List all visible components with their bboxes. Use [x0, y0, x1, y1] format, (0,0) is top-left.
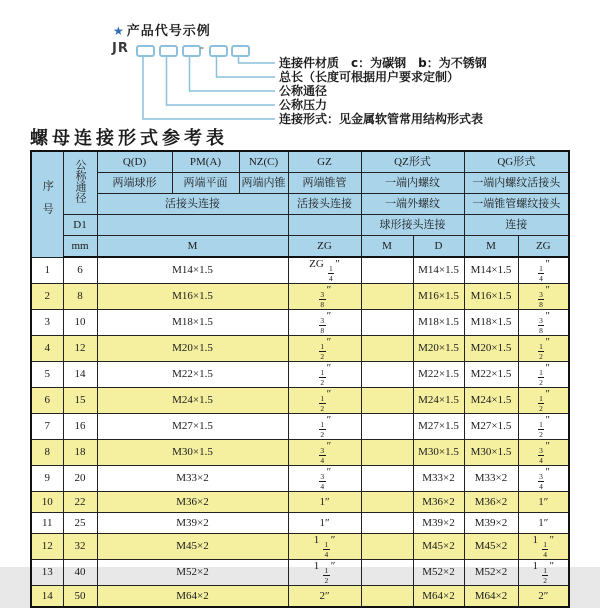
table-row: [31, 284, 569, 310]
table-row: [31, 310, 569, 336]
header-row-5: [31, 236, 569, 258]
header-qz-unit-d: D: [413, 236, 464, 258]
cell-qzm: [361, 534, 413, 560]
cell-dn: 40: [63, 560, 97, 586]
header-qg-unit-m: M: [464, 236, 518, 258]
cell-gz: ZG $\frac{1}{4}$ ″: [288, 257, 361, 284]
table-row: [31, 513, 569, 534]
header-qg-conn: 连接: [464, 215, 569, 236]
cell-dn: 6: [63, 257, 97, 284]
cell-dn: 18: [63, 440, 97, 466]
table-row: [31, 466, 569, 492]
cell-qgm: M18×1.5: [464, 310, 518, 336]
cell-qgm: M45×2: [464, 534, 518, 560]
cell-qgzg: $\frac{3}{4}$ ″: [518, 440, 569, 466]
table-body: [31, 257, 569, 607]
cell-qzm: [361, 466, 413, 492]
empty-cell: [97, 215, 288, 236]
header-qg-taper: 一端锥管螺纹接头: [464, 194, 569, 215]
cell-no: 3: [31, 310, 63, 336]
cell-qgzg: $\frac{1}{2}$ ″: [518, 414, 569, 440]
legend-diameter: 公称通径: [279, 84, 328, 98]
cell-qzd: M45×2: [413, 534, 464, 560]
table-row: [31, 362, 569, 388]
header-gz-conn: 活接头连接: [288, 194, 361, 215]
cell-qzd: M14×1.5: [413, 257, 464, 284]
code-box-4: [209, 45, 228, 57]
cell-qgzg: 1 $\frac{1}{2}$ ″: [518, 560, 569, 586]
header-gz: GZ: [288, 151, 361, 173]
code-box-3: [182, 45, 201, 57]
table-title: 螺母连接形式参考表: [30, 128, 228, 148]
cell-qgm: M33×2: [464, 466, 518, 492]
cell-qzm: [361, 362, 413, 388]
cell-no: 1: [31, 257, 63, 284]
cell-gz: 2″: [288, 586, 361, 608]
cell-gz: $\frac{1}{2}$ ″: [288, 414, 361, 440]
code-prefix: JR: [112, 41, 129, 56]
cell-gz: 1 $\frac{1}{4}$ ″: [288, 534, 361, 560]
cell-m: M64×2: [97, 586, 288, 608]
cell-qzd: M30×1.5: [413, 440, 464, 466]
cell-qgzg: 1 $\frac{1}{4}$ ″: [518, 534, 569, 560]
header-row-4: [31, 215, 569, 236]
cell-dn: 14: [63, 362, 97, 388]
legend-length: 总长（长度可根据用户要求定制）: [279, 70, 460, 84]
cell-no: 9: [31, 466, 63, 492]
cell-m: M33×2: [97, 466, 288, 492]
header-row-1: [31, 151, 569, 173]
header-qz: QZ形式: [361, 151, 464, 173]
cell-qzm: [361, 257, 413, 284]
header-seq: 序号: [31, 151, 63, 257]
table-row: [31, 336, 569, 362]
header-qz-sub: 一端内螺纹: [361, 173, 464, 194]
cell-qzd: M20×1.5: [413, 336, 464, 362]
cell-no: 10: [31, 492, 63, 513]
cell-qgzg: $\frac{3}{8}$ ″: [518, 310, 569, 336]
header-pm-sub: 两端平面: [172, 173, 239, 194]
header-qz-ext: 一端外螺纹: [361, 194, 464, 215]
cell-qzd: M16×1.5: [413, 284, 464, 310]
table-row: [31, 414, 569, 440]
table-row: [31, 440, 569, 466]
cell-qzm: [361, 586, 413, 608]
cell-dn: 8: [63, 284, 97, 310]
table-row: [31, 534, 569, 560]
cell-no: 5: [31, 362, 63, 388]
header-qg-unit-zg: ZG: [518, 236, 569, 258]
cell-gz: $\frac{3}{4}$ ″: [288, 466, 361, 492]
cell-qzd: M33×2: [413, 466, 464, 492]
cell-qgm: M52×2: [464, 560, 518, 586]
cell-qzd: M52×2: [413, 560, 464, 586]
header-pm: PM(A): [172, 151, 239, 173]
cell-no: 2: [31, 284, 63, 310]
cell-qzd: M24×1.5: [413, 388, 464, 414]
cell-qgzg: $\frac{1}{2}$ ″: [518, 362, 569, 388]
cell-no: 12: [31, 534, 63, 560]
cell-dn: 25: [63, 513, 97, 534]
cell-m: M16×1.5: [97, 284, 288, 310]
cell-gz: $\frac{1}{2}$ ″: [288, 336, 361, 362]
cell-qzm: [361, 492, 413, 513]
cell-m: M20×1.5: [97, 336, 288, 362]
header-qz-unit-m: M: [361, 236, 413, 258]
header-q-sub: 两端球形: [97, 173, 172, 194]
cell-dn: 15: [63, 388, 97, 414]
reference-table: [30, 150, 570, 608]
cell-qzm: [361, 284, 413, 310]
cell-no: 8: [31, 440, 63, 466]
header-dn: 公称通径: [63, 151, 97, 215]
header-row-2: [31, 173, 569, 194]
cell-gz: $\frac{3}{4}$ ″: [288, 440, 361, 466]
cell-gz: $\frac{3}{8}$ ″: [288, 310, 361, 336]
cell-m: M22×1.5: [97, 362, 288, 388]
cell-qzd: M39×2: [413, 513, 464, 534]
cell-qgzg: $\frac{1}{2}$ ″: [518, 336, 569, 362]
cell-no: 14: [31, 586, 63, 608]
header-qz-conn: 球形接头连接: [361, 215, 464, 236]
cell-qgm: M22×1.5: [464, 362, 518, 388]
cell-m: M27×1.5: [97, 414, 288, 440]
cell-gz: 1″: [288, 492, 361, 513]
code-box-2: [159, 45, 178, 57]
header-nz: NZ(C): [239, 151, 288, 173]
cell-gz: $\frac{1}{2}$ ″: [288, 362, 361, 388]
cell-m: M39×2: [97, 513, 288, 534]
cell-qgzg: 1″: [518, 492, 569, 513]
cell-qgzg: $\frac{3}{4}$ ″: [518, 466, 569, 492]
cell-no: 6: [31, 388, 63, 414]
cell-qgm: M16×1.5: [464, 284, 518, 310]
header-row-3: [31, 194, 569, 215]
code-box-5: [231, 45, 250, 57]
cell-qgm: M24×1.5: [464, 388, 518, 414]
cell-no: 13: [31, 560, 63, 586]
cell-qzm: [361, 336, 413, 362]
diagram-heading: [113, 20, 211, 39]
header-d1: D1: [63, 215, 97, 236]
header-union-conn: 活接头连接: [97, 194, 288, 215]
cell-qzd: M18×1.5: [413, 310, 464, 336]
cell-qzm: [361, 440, 413, 466]
cell-qgm: M27×1.5: [464, 414, 518, 440]
header-nz-sub: 两端内锥: [239, 173, 288, 194]
table-row: [31, 560, 569, 586]
cell-qgm: M39×2: [464, 513, 518, 534]
cell-qzm: [361, 414, 413, 440]
cell-dn: 20: [63, 466, 97, 492]
cell-no: 4: [31, 336, 63, 362]
cell-no: 7: [31, 414, 63, 440]
cell-m: M30×1.5: [97, 440, 288, 466]
header-gz-sub: 两端锥管: [288, 173, 361, 194]
legend-material: 连接件材质 c：为碳钢 b：为不锈钢: [279, 56, 487, 70]
cell-m: M36×2: [97, 492, 288, 513]
cell-m: M45×2: [97, 534, 288, 560]
header-q: Q(D): [97, 151, 172, 173]
cell-qgm: M64×2: [464, 586, 518, 608]
cell-m: M14×1.5: [97, 257, 288, 284]
cell-gz: 1 $\frac{1}{2}$ ″: [288, 560, 361, 586]
legend-connection: 连接形式：见金属软管常用结构形式表: [279, 112, 484, 126]
cell-qgzg: $\frac{1}{4}$ ″: [518, 257, 569, 284]
table-header: [31, 151, 569, 257]
cell-gz: $\frac{3}{8}$ ″: [288, 284, 361, 310]
code-box-1: [136, 45, 155, 57]
diagram-title: 产品代号示例: [126, 24, 211, 39]
table-row: [31, 586, 569, 608]
cell-gz: $\frac{1}{2}$ ″: [288, 388, 361, 414]
code-legend: [279, 56, 487, 126]
header-qg-sub: 一端内螺纹活接头: [464, 173, 569, 194]
cell-qzd: M64×2: [413, 586, 464, 608]
cell-m: M24×1.5: [97, 388, 288, 414]
cell-dn: 50: [63, 586, 97, 608]
cell-qgm: M36×2: [464, 492, 518, 513]
cell-dn: 10: [63, 310, 97, 336]
cell-dn: 16: [63, 414, 97, 440]
legend-pressure: 公称压力: [279, 98, 328, 112]
star-icon: ★: [113, 24, 125, 38]
cell-qzd: M22×1.5: [413, 362, 464, 388]
cell-qzm: [361, 560, 413, 586]
code-separator: -: [200, 40, 204, 54]
header-qg: QG形式: [464, 151, 569, 173]
cell-qgm: M30×1.5: [464, 440, 518, 466]
cell-qgzg: 1″: [518, 513, 569, 534]
cell-qgzg: $\frac{1}{2}$ ″: [518, 388, 569, 414]
cell-qzd: M36×2: [413, 492, 464, 513]
cell-qgzg: 2″: [518, 586, 569, 608]
cell-qzm: [361, 310, 413, 336]
cell-dn: 12: [63, 336, 97, 362]
cell-qgzg: $\frac{3}{8}$ ″: [518, 284, 569, 310]
cell-dn: 22: [63, 492, 97, 513]
cell-m: M52×2: [97, 560, 288, 586]
cell-no: 11: [31, 513, 63, 534]
empty-cell: [288, 215, 361, 236]
table-row: [31, 492, 569, 513]
cell-qgm: M14×1.5: [464, 257, 518, 284]
table-row: [31, 257, 569, 284]
cell-qgm: M20×1.5: [464, 336, 518, 362]
header-unit-zg: ZG: [288, 236, 361, 258]
header-mm: mm: [63, 236, 97, 258]
header-unit-m: M: [97, 236, 288, 258]
cell-qzd: M27×1.5: [413, 414, 464, 440]
cell-m: M18×1.5: [97, 310, 288, 336]
cell-dn: 32: [63, 534, 97, 560]
cell-gz: 1″: [288, 513, 361, 534]
cell-qzm: [361, 513, 413, 534]
table-row: [31, 388, 569, 414]
cell-qzm: [361, 388, 413, 414]
